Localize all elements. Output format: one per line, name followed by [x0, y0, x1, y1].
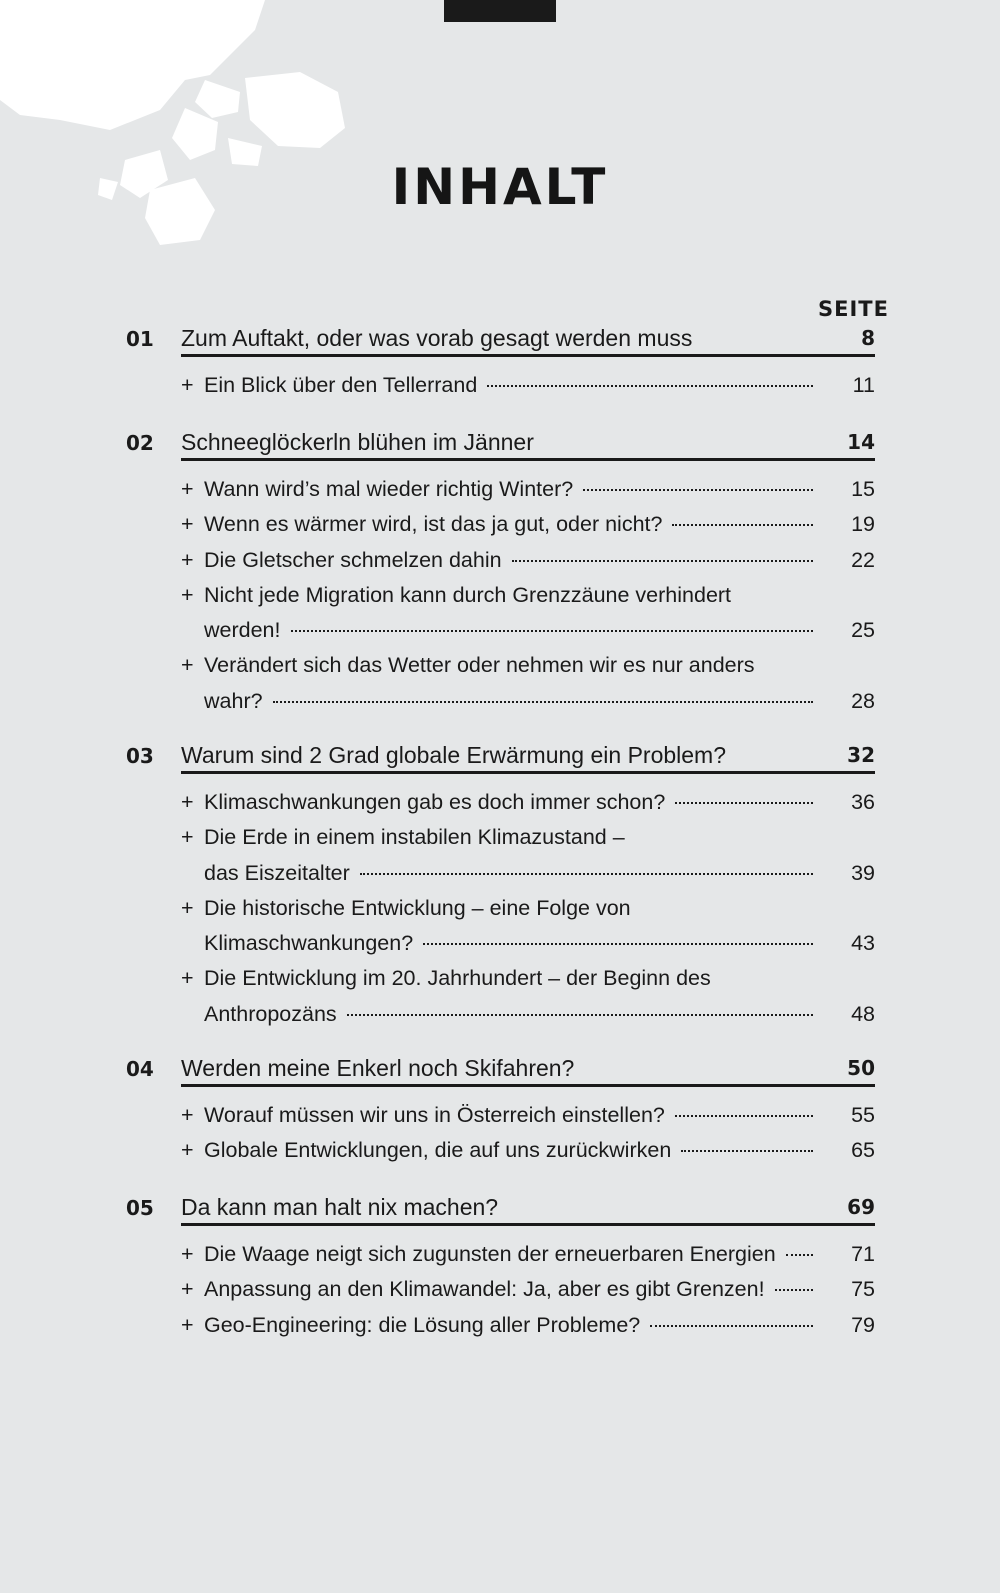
section-list — [0, 1098, 1000, 1169]
plus-bullet-icon: + — [181, 547, 194, 572]
section-list — [0, 785, 1000, 1032]
plus-bullet-icon: + — [181, 790, 194, 814]
dot-leader — [650, 1325, 813, 1327]
toc-entry[interactable] — [181, 648, 875, 719]
toc-entry-page-number: 55 — [851, 1103, 875, 1127]
toc-entry-page-number: 28 — [851, 688, 875, 713]
dot-leader — [291, 630, 814, 632]
plus-bullet-icon: + — [181, 1242, 194, 1266]
toc-entry-text: Die Waage neigt sich zugunsten der erneuerbaren Energien — [204, 1242, 776, 1266]
plus-bullet-icon: + — [181, 653, 194, 678]
chapter-number: 03 — [126, 744, 154, 768]
top-tab-bar — [444, 0, 556, 22]
toc-entry-text: Wann wird’s mal wieder richtig Winter? — [204, 477, 574, 501]
chapter-page-number: 32 — [847, 743, 875, 767]
chapter-page-number: 50 — [847, 1056, 875, 1080]
toc-entry-page-number: 15 — [851, 477, 875, 501]
toc-entry-page-number: 25 — [851, 618, 875, 643]
toc-entry[interactable] — [181, 472, 875, 507]
chapter-title[interactable]: Werden meine Enkerl noch Skifahren? — [181, 1053, 875, 1087]
chapter-heading — [0, 323, 1000, 359]
toc-entry-text: das Eiszeitalter — [204, 860, 350, 885]
dot-leader — [512, 560, 813, 562]
chapter-number: 05 — [126, 1196, 154, 1220]
toc-entry-page-number: 48 — [851, 1001, 875, 1026]
chapter-section — [0, 1192, 1000, 1343]
chapter-section — [0, 740, 1000, 1032]
toc-entry[interactable] — [181, 1272, 875, 1307]
section-list — [0, 472, 1000, 719]
section-list — [0, 1237, 1000, 1343]
page-column-header: SEITE — [818, 297, 889, 321]
plus-bullet-icon: + — [181, 477, 194, 501]
chapter-heading — [0, 1192, 1000, 1228]
toc-entry-page-number: 36 — [851, 790, 875, 814]
toc-entry-page-number: 43 — [851, 931, 875, 956]
toc-entry-text: Globale Entwicklungen, die auf uns zurückwirken — [204, 1138, 672, 1163]
toc-entry-text: Klimaschwankungen? — [204, 931, 414, 956]
plus-bullet-icon: + — [181, 1138, 194, 1163]
chapter-page-number: 69 — [847, 1195, 875, 1219]
plus-bullet-icon: + — [181, 825, 194, 850]
dot-leader — [360, 873, 813, 875]
toc-entry-page-number: 11 — [852, 373, 875, 397]
toc-entry[interactable] — [181, 891, 875, 962]
toc-entry-text: Geo-Engineering: die Lösung aller Probleme? — [204, 1312, 641, 1337]
plus-bullet-icon: + — [181, 582, 194, 607]
dot-leader — [423, 943, 813, 945]
toc-entry-text: Wenn es wärmer wird, ist das ja gut, oder nicht? — [204, 512, 663, 537]
toc-entry[interactable] — [181, 1098, 875, 1133]
page-title: INHALT — [391, 158, 609, 216]
toc-entry-text: werden! — [204, 618, 281, 643]
plus-bullet-icon: + — [181, 512, 194, 537]
toc-entry[interactable] — [181, 785, 875, 820]
section-list — [0, 368, 1000, 403]
toc-entry-page-number: 39 — [851, 860, 875, 885]
toc-entry[interactable] — [181, 578, 875, 649]
toc-entry-text: Worauf müssen wir uns in Österreich einstellen? — [204, 1103, 665, 1127]
toc-entry-text: Ein Blick über den Tellerrand — [204, 373, 478, 397]
chapter-page-number: 14 — [847, 430, 875, 454]
toc-entry[interactable] — [181, 1237, 875, 1272]
plus-bullet-icon: + — [181, 1103, 194, 1127]
dot-leader — [273, 701, 813, 703]
toc-entry-text: Die Erde in einem instabilen Klimazustand – — [204, 825, 625, 850]
toc-entry[interactable] — [181, 543, 875, 578]
plus-bullet-icon: + — [181, 895, 194, 920]
toc-entry-text: Anthropozäns — [204, 1001, 337, 1026]
dot-leader — [347, 1014, 813, 1016]
toc-entry-page-number: 79 — [851, 1312, 875, 1337]
toc-entry-page-number: 22 — [851, 547, 875, 572]
chapter-title[interactable]: Schneeglöckerln blühen im Jänner — [181, 427, 875, 461]
plus-bullet-icon: + — [181, 1312, 194, 1337]
chapter-title[interactable]: Warum sind 2 Grad globale Erwärmung ein Problem? — [181, 740, 875, 774]
chapter-number: 04 — [126, 1057, 154, 1081]
dot-leader — [675, 1115, 813, 1117]
toc-entry[interactable] — [181, 1308, 875, 1343]
toc-entry-page-number: 65 — [851, 1138, 875, 1163]
dot-leader — [672, 524, 813, 526]
ice-floes-graphic — [0, 0, 360, 260]
dot-leader — [487, 385, 813, 387]
toc-entry-page-number: 71 — [851, 1242, 875, 1266]
plus-bullet-icon: + — [181, 1277, 194, 1302]
chapter-section — [0, 427, 1000, 719]
dot-leader — [675, 802, 813, 804]
chapter-heading — [0, 1053, 1000, 1089]
dot-leader — [583, 489, 813, 491]
chapter-page-number: 8 — [861, 326, 875, 350]
toc-entry-text: Die Entwicklung im 20. Jahrhundert – der Beginn des — [204, 966, 711, 991]
toc-entry-text: Verändert sich das Wetter oder nehmen wir es nur anders — [204, 653, 755, 678]
toc-entry-text: Anpassung an den Klimawandel: Ja, aber es gibt Grenzen! — [204, 1277, 765, 1302]
toc-entry-page-number: 19 — [851, 512, 875, 537]
toc-entry[interactable] — [181, 507, 875, 542]
chapter-section — [0, 323, 1000, 403]
chapter-heading — [0, 740, 1000, 776]
toc-entry-text: Nicht jede Migration kann durch Grenzzäune verhindert — [204, 582, 732, 607]
toc-entry[interactable] — [181, 820, 875, 891]
dot-leader — [681, 1150, 813, 1152]
plus-bullet-icon: + — [181, 966, 194, 991]
toc-entry-text: Die Gletscher schmelzen dahin — [204, 547, 502, 572]
toc-entry[interactable] — [181, 961, 875, 1032]
chapter-heading — [0, 427, 1000, 463]
dot-leader — [786, 1254, 813, 1256]
chapter-title[interactable]: Zum Auftakt, oder was vorab gesagt werden muss — [181, 323, 875, 357]
toc-entry[interactable] — [181, 1133, 875, 1168]
dot-leader — [775, 1289, 813, 1291]
chapter-number: 01 — [126, 327, 154, 351]
chapter-number: 02 — [126, 431, 154, 455]
chapter-title[interactable]: Da kann man halt nix machen? — [181, 1192, 875, 1226]
toc-entry-text: Klimaschwankungen gab es doch immer schon? — [204, 790, 666, 814]
toc-entry-page-number: 75 — [851, 1277, 875, 1302]
toc-entry-text: wahr? — [204, 688, 263, 713]
toc-entry-text: Die historische Entwicklung – eine Folge von — [204, 895, 631, 920]
plus-bullet-icon: + — [181, 373, 194, 397]
chapter-section — [0, 1053, 1000, 1169]
toc-entry[interactable] — [181, 368, 875, 403]
